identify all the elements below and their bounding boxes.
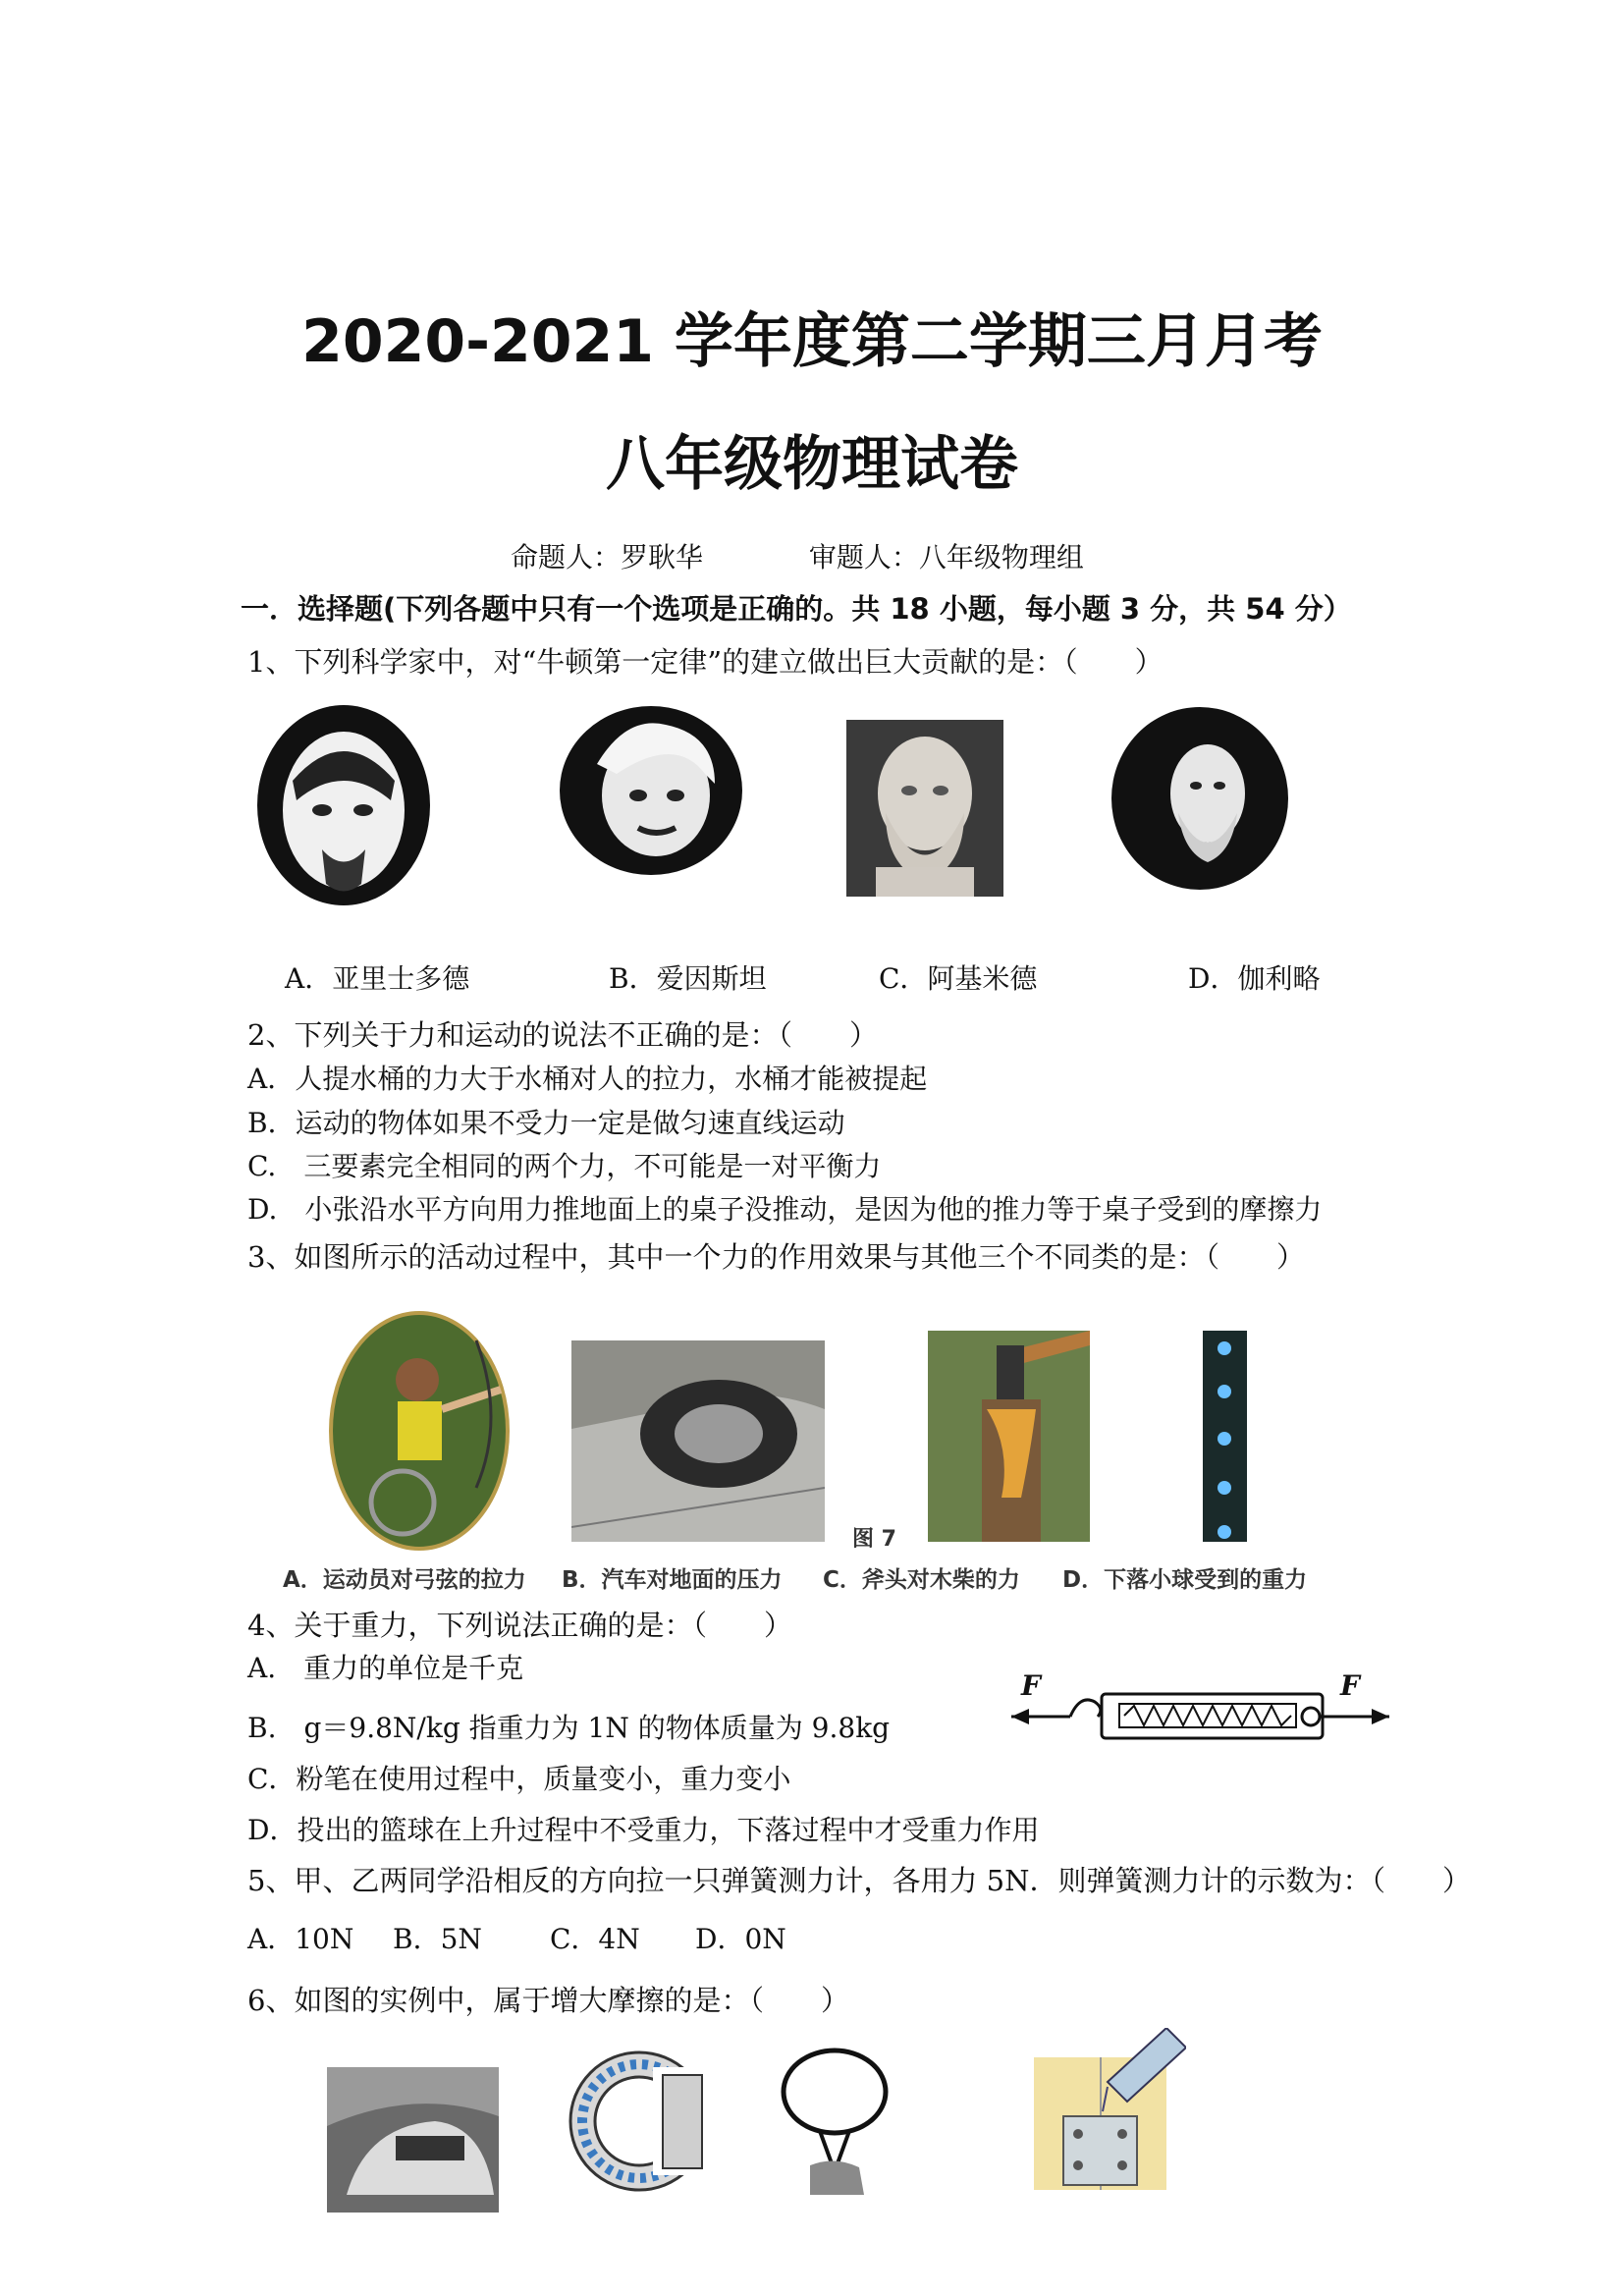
section-heading-rest: 下列各题中只有一个选项是正确的。共 18 小题，每小题 3 分，共 54 分） <box>396 592 1352 626</box>
section-heading-bold: 一．选择题( <box>241 592 397 626</box>
q2-text: 2、下列关于力和运动的说法不正确的是：（ ） <box>247 1018 878 1052</box>
q2-option-c: C. 三要素完全相同的两个力，不可能是一对平衡力 <box>247 1150 882 1182</box>
portrait-archimedes <box>846 720 1003 897</box>
q1-option-c: C．阿基米德 <box>879 962 1038 995</box>
q1-text: 1、下列科学家中，对“牛顿第一定律”的建立做出巨大贡献的是：（ ） <box>247 645 1164 679</box>
q6-maglev-train-image <box>327 2067 499 2213</box>
force-label-left: F <box>1021 1669 1041 1702</box>
q5-option-b: B．5N <box>393 1923 482 1955</box>
q1-option-b: B．爱因斯坦 <box>609 962 767 995</box>
portrait-galileo <box>1110 705 1291 892</box>
q3-caption-d: D．下落小球受到的重力 <box>1062 1567 1308 1593</box>
q3-figure-label: 图 7 <box>852 1527 896 1552</box>
exam-title-line2: 八年级物理试卷 <box>606 430 1018 499</box>
q4-option-a: A. 重力的单位是千克 <box>247 1652 524 1684</box>
q6-hinge-oil-image <box>1024 2028 1186 2190</box>
q3-axe-log-image <box>928 1331 1090 1542</box>
q4-text: 4、关于重力，下列说法正确的是：（ ） <box>247 1609 792 1642</box>
q5-option-d: D．0N <box>695 1923 786 1955</box>
q2-option-d: D. 小张沿水平方向用力推地面上的桌子没推动，是因为他的推力等于桌子受到的摩擦力 <box>247 1193 1323 1226</box>
q4-option-b: B. g＝9.8N/kg 指重力为 1N 的物体质量为 9.8kg <box>247 1712 891 1744</box>
q3-caption-b: B．汽车对地面的压力 <box>562 1567 783 1593</box>
reviewer-label: 审题人：八年级物理组 <box>808 541 1084 574</box>
exam-title-line1: 2020-2021 学年度第二学期三月月考 <box>301 307 1323 376</box>
section-heading <box>241 587 1352 628</box>
q6-text: 6、如图的实例中，属于增大摩擦的是：（ ） <box>247 1984 849 2017</box>
q3-caption-c: C．斧头对木柴的力 <box>823 1567 1020 1593</box>
q3-car-tire-image <box>571 1340 825 1542</box>
q4-option-c: C．粉笔在使用过程中，质量变小，重力变小 <box>247 1763 791 1795</box>
q6-bearing-image <box>565 2048 714 2195</box>
q6-racket-image <box>781 2048 889 2195</box>
q3-text: 3、如图所示的活动过程中，其中一个力的作用效果与其他三个不同类的是：（ ） <box>247 1240 1305 1274</box>
q1-option-a: A．亚里士多德 <box>285 962 470 995</box>
portrait-einstein <box>558 705 744 877</box>
portrait-aristotle <box>253 702 435 908</box>
setter-label: 命题人：罗耿华 <box>511 541 704 574</box>
q4-option-d: D．投出的篮球在上升过程中不受重力，下落过程中才受重力作用 <box>247 1814 1040 1846</box>
q3-archer-image <box>329 1311 511 1552</box>
q3-falling-ball-image <box>1203 1331 1247 1542</box>
q5-text: 5、甲、乙两同学沿相反的方向拉一只弹簧测力计，各用力 5N．则弹簧测力计的示数为：（ ） <box>247 1864 1471 1897</box>
force-label-right: F <box>1340 1669 1360 1702</box>
q5-option-c: C．4N <box>550 1923 640 1955</box>
q1-option-d: D．伽利略 <box>1188 962 1321 995</box>
q5-option-a: A．10N <box>247 1923 354 1955</box>
setter-line <box>511 536 1084 575</box>
q3-caption-a: A．运动员对弓弦的拉力 <box>283 1567 526 1593</box>
q2-option-a: A．人提水桶的力大于水桶对人的拉力，水桶才能被提起 <box>247 1063 928 1095</box>
spring-scale-diagram <box>1011 1674 1389 1748</box>
q2-option-b: B．运动的物体如果不受力一定是做匀速直线运动 <box>247 1107 845 1139</box>
